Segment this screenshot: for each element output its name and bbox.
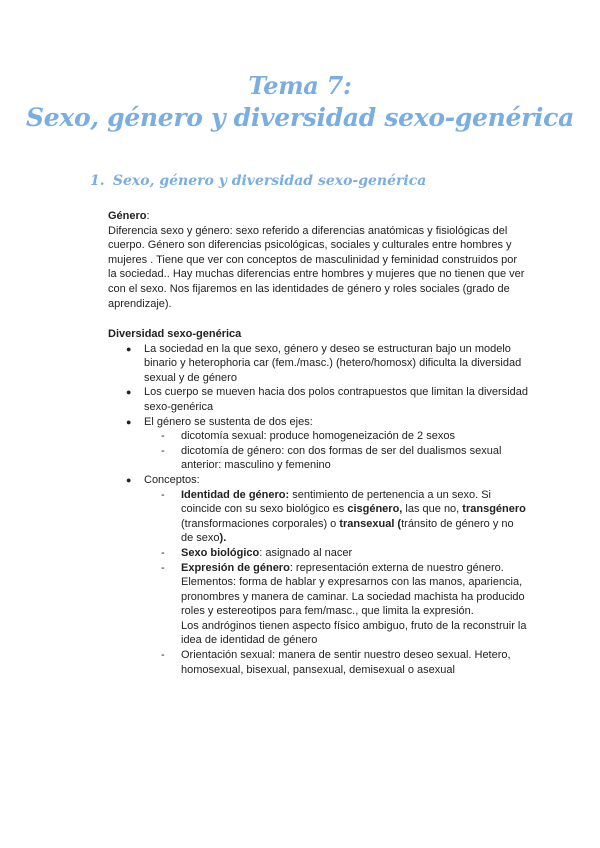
- term: cisgénero,: [347, 503, 403, 516]
- term: transexual (: [339, 517, 402, 530]
- diversidad-block: [108, 327, 528, 677]
- genero-heading: [108, 209, 528, 224]
- list-item: ● Los cuerpo se mueven hacia dos polos contrapuestos que limitan la diversidad sexo-genérica: [108, 385, 528, 414]
- list-item-text: Conceptos:: [144, 473, 200, 486]
- term: Sexo biológico: [181, 546, 260, 559]
- genero-label: Género: [108, 210, 147, 222]
- section-number: 1.: [90, 173, 105, 189]
- concept-text: sentimiento de pertenencia a un sexo. Si coincide con su sexo biológico es: [181, 488, 491, 516]
- term: transgénero: [462, 503, 526, 516]
- list-item: ● La sociedad en la que sexo, género y deseo se estructuran bajo un modelo binario y heterophoria car (fem./masc.) (hetero/homosx) dificulta la diversidad sexual y de género: [108, 342, 528, 386]
- title-line-2: Sexo, género y diversidad sexo-genérica: [25, 103, 574, 132]
- genero-colon: :: [146, 210, 150, 222]
- diversidad-list: [108, 342, 528, 678]
- section-heading: [90, 172, 426, 190]
- sub-list-item: - dicotomía de género: con dos formas de ser del dualismos sexual anterior: masculino y femenino: [108, 444, 528, 473]
- concept-identidad: [108, 488, 528, 546]
- term: Identidad de género:: [181, 488, 290, 501]
- diversidad-heading: Diversidad sexo-genérica: [108, 328, 242, 340]
- concept-text: tránsito de género y no de sexo: [181, 517, 514, 545]
- sub-list: [144, 488, 528, 678]
- sub-list: [144, 429, 528, 473]
- concept-text: : representación externa de nuestro género. Elementos: forma de hablar y expresarnos con las manos, apariencia, pronombres y manera de caminar. La sociedad machista ha producido roles y estereotipos para fem/masc., que limita la expresión.: [181, 561, 525, 618]
- list-item: [108, 415, 528, 473]
- term: ).: [219, 532, 227, 545]
- title-line-1: Tema 7:: [248, 71, 352, 100]
- concept-expresion: [108, 561, 528, 649]
- concept-orientacion: - Orientación sexual: manera de sentir nuestro deseo sexual. Hetero, homosexual, bisexual, pansexual, demisexual o asexual: [108, 648, 528, 677]
- list-item: [108, 473, 528, 677]
- genero-paragraph: Diferencia sexo y género: sexo referido a diferencias anatómicas y fisiológicas del cuerpo. Género son diferencias psicológicas, sociales y culturales entre hombres y mujeres . Tiene que ver con conceptos de masculinidad y feminidad construidos por la sociedad.. Hay muchas diferencias entre hombres y mujeres que no tienen que ver con el sexo. Nos fijaremos en las identidades de género y roles sociales (grado de aprendizaje).: [108, 224, 525, 310]
- concept-text: (transformaciones corporales) o: [181, 517, 340, 530]
- concept-text: Los andróginos tienen aspecto físico ambiguo, fruto de la reconstruir la idea de identidad de género: [181, 619, 527, 647]
- concept-text: : asignado al nacer: [259, 546, 353, 559]
- sub-list-item: - dicotomía sexual: produce homogeneización de 2 sexos: [108, 429, 528, 444]
- concept-sexo-biologico: [108, 546, 528, 561]
- section-heading-text: Sexo, género y diversidad sexo-genérica: [112, 173, 427, 189]
- genero-block: [108, 209, 528, 311]
- term: Expresión de género: [181, 561, 290, 574]
- concept-text: las que no,: [402, 503, 463, 516]
- list-item-text: El género se sustenta de dos ejes:: [144, 415, 313, 428]
